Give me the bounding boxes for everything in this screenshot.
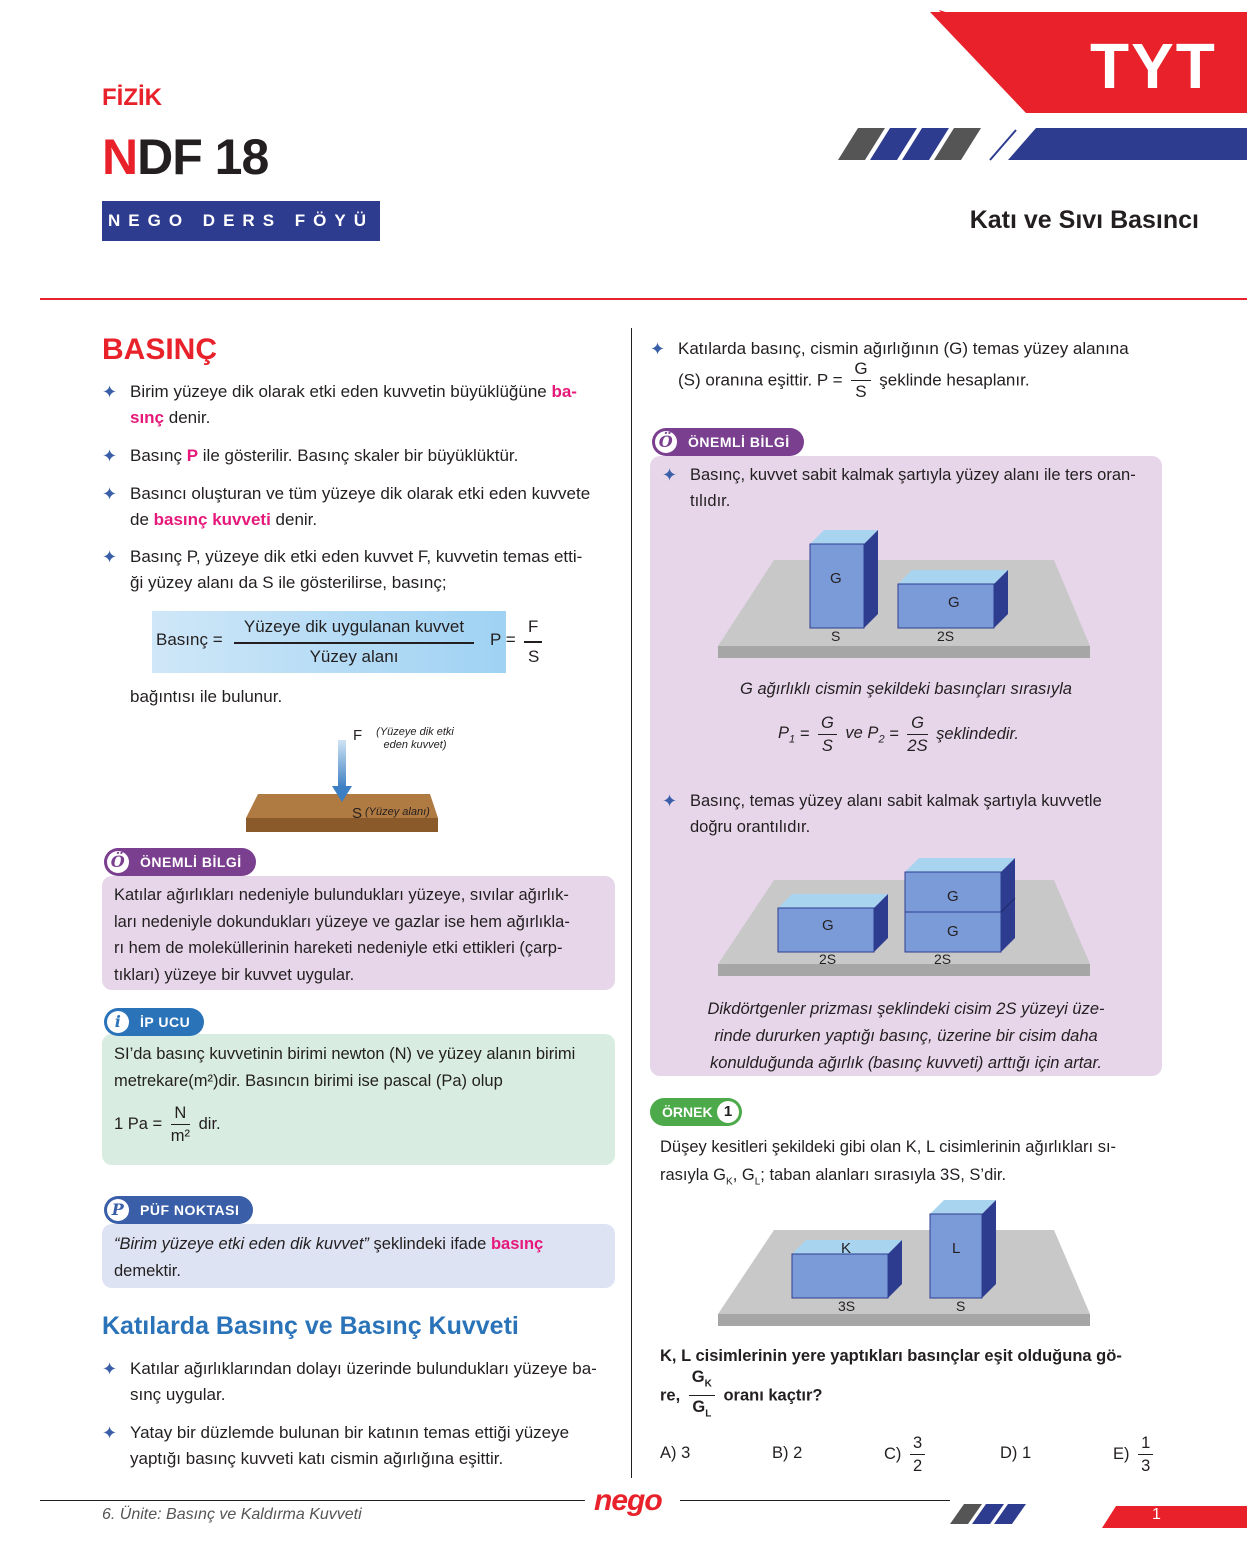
ve-p: ve P [845, 723, 879, 742]
bullet-pressure-force [102, 481, 645, 533]
subscript: 2 [878, 733, 885, 746]
subscript: 1 [789, 733, 796, 746]
figure-area-comparison [716, 526, 1092, 662]
header-divider [40, 298, 1247, 300]
fig1-pressures [778, 712, 1019, 757]
denominator: 2 [913, 1457, 923, 1475]
text: yaptığı basınç kuvveti katı cismin ağırlığına eşittir. [130, 1449, 504, 1468]
text: Basıncı oluşturan ve tüm yüzeye dik olarak etki eden kuvvete [130, 484, 591, 503]
g-over-2s-fraction [907, 712, 927, 757]
surface-label: S [352, 805, 363, 822]
bullet-icon: ✦ [662, 791, 678, 811]
numerator: G [907, 712, 927, 735]
block-k-front [792, 1254, 888, 1298]
code-first-letter: N [102, 129, 138, 185]
bullet-icon: ✦ [650, 339, 666, 359]
force-arrow-shaft [338, 740, 346, 788]
highlight: basınç kuvveti [153, 510, 271, 529]
numerator: N [171, 1102, 190, 1125]
note-line: eden kuvvet) [383, 739, 447, 751]
important-info-icon: Ö [107, 851, 129, 873]
footer-rule-left [40, 1500, 585, 1501]
text: şeklinde hesaplanır. [879, 370, 1030, 390]
equals: = [799, 725, 810, 743]
question-ratio [660, 1366, 823, 1426]
text: Birim yüzeye dik olarak etki eden kuvvetin büyüklüğüne [130, 382, 552, 401]
bullet-icon: ✦ [102, 547, 118, 567]
question-line: K, L cisimlerinin yere yaptıkları basınçlar eşit olduğuna gö- [660, 1347, 1122, 1365]
caption-line: Dikdörtgenler prizması şeklindeki cisim 2S yüzeyi üze- [707, 1000, 1105, 1018]
bullet-inverse-proportion [662, 462, 1186, 514]
highlight: ba- [551, 382, 577, 401]
section-heading-solids: Katılarda Basınç ve Basınç Kuvveti [102, 1312, 519, 1340]
text-line: ları nedeniyle dokundukları yüzeye ve gazlar ise hem ağırlıkla- [114, 912, 570, 931]
ground-top [718, 880, 1090, 964]
text: tılıdır. [690, 492, 731, 510]
option-b[interactable]: B) 2 [772, 1444, 803, 1462]
fig2-label-g-single: G [822, 917, 834, 934]
text: sınç uygular. [130, 1385, 226, 1404]
wide-block-top [898, 570, 1008, 584]
subscript: L [705, 1408, 712, 1420]
numerator [689, 1366, 715, 1396]
text: doğru orantılıdır. [690, 818, 811, 836]
document-code [102, 128, 268, 186]
text: ile gösterilir. Basınç skaler bir büyüklüktür. [198, 446, 519, 465]
info-icon: i [107, 1011, 129, 1033]
pressure-formula-box [152, 611, 506, 673]
fig2-label-2s-right: 2S [934, 951, 952, 967]
subscript: L [754, 1176, 761, 1188]
trick-icon: P [107, 1199, 129, 1221]
fig1-label-s: S [831, 628, 841, 644]
numerator: 1 [1138, 1432, 1153, 1455]
fig3-label-3s: 3S [838, 1298, 856, 1314]
tall-block-side [864, 530, 878, 628]
text: de [130, 510, 154, 529]
option-e-fraction [1138, 1432, 1153, 1477]
ground-top [718, 1230, 1090, 1314]
subscript: K [704, 1378, 712, 1390]
bullet-definition [102, 379, 645, 431]
important-info-text-left [114, 882, 610, 988]
gk-over-gl [689, 1366, 715, 1426]
formula-p: P = [490, 630, 516, 649]
text: Basınç P, yüzeye dik etki eden kuvvet F, kuvvetin temas etti- [130, 547, 583, 566]
bullet-solids-1 [102, 1356, 645, 1408]
text: , G [732, 1166, 755, 1184]
footer-rule-right [680, 1500, 950, 1501]
surface-note: (Yüzey alanı) [365, 806, 430, 818]
ground-front [718, 646, 1090, 658]
g-over-s [851, 358, 870, 403]
tag-label: ÖNEMLİ BİLGİ [140, 854, 242, 870]
force-label: F [353, 727, 363, 744]
equals: = [889, 725, 899, 743]
tail-text: şeklindedir. [936, 725, 1020, 743]
formula-note: bağıntısı ile bulunur. [130, 687, 283, 706]
tail-text: dir. [198, 1115, 221, 1133]
ground-front [718, 964, 1090, 976]
text: Katılarda basınç, cismin ağırlığının (G) temas yüzey alanına [678, 339, 1129, 358]
note-line: (Yüzeye dik etki [376, 726, 454, 738]
text: ği yüzey alanı da S ile gösterilirse, basınç; [130, 573, 447, 592]
p1 [778, 723, 796, 746]
text: re, [660, 1386, 681, 1405]
surface-front [246, 818, 438, 832]
formula-label: Basınç = [156, 630, 223, 649]
fig1-label-2s: 2S [937, 628, 955, 644]
subject-label: FİZİK [102, 84, 162, 111]
code-rest: DF 18 [137, 129, 269, 185]
tag-label: ÖRNEK [662, 1104, 713, 1120]
trick-text [114, 1231, 610, 1285]
caption-line: konulduğunda ağırlık (basınç kuvveti) arttığı için artar. [710, 1054, 1102, 1072]
figure-k-l-blocks [716, 1196, 1092, 1336]
p-symbol: P [778, 723, 790, 742]
footer-unit: 6. Ünite: Basınç ve Kaldırma Kuvveti [102, 1506, 362, 1523]
ground-front [718, 1314, 1090, 1326]
highlight: basınç [490, 1235, 544, 1253]
fig2-caption [650, 996, 1162, 1077]
fig2-label-g-upper: G [947, 888, 959, 905]
exam-label: TYT [1090, 30, 1217, 102]
tag-label: PÜF NOKTASI [140, 1202, 240, 1218]
question-text [660, 1344, 1160, 1368]
denominator: S [855, 382, 867, 401]
option-letter: C) [884, 1445, 902, 1463]
important-info-tag-right [652, 428, 804, 456]
example-tag [650, 1098, 742, 1126]
stack-top [905, 858, 1015, 872]
block-l-side [982, 1200, 996, 1298]
tag-label: ÖNEMLİ BİLGİ [688, 434, 790, 450]
text: ; taban alanları sırasıyla 3S, S’dir. [760, 1166, 1007, 1184]
fraction-bar [234, 642, 474, 644]
text: demektir. [114, 1262, 181, 1280]
bullet-symbol [102, 443, 645, 469]
important-info-icon: Ö [655, 431, 677, 453]
footer-stripes [950, 1494, 1247, 1530]
example-text [660, 1133, 1160, 1196]
option-c[interactable] [884, 1432, 929, 1477]
caption-line: rinde dururken yaptığı basınç, üzerine bir cisim daha [714, 1027, 1098, 1045]
pascal-formula [114, 1102, 221, 1147]
fig1-caption: G ağırlıklı cismin şekildeki basınçları sırasıyla [740, 680, 1072, 698]
text-line: Katılar ağırlıkları nedeniyle bulundukları yüzeye, sıvılar ağırlık- [114, 886, 569, 904]
formula-s: S [528, 647, 540, 666]
series-banner: NEGO DERS FÖYÜ [102, 201, 380, 241]
text-line: tıkları) yüzeye bir kuvvet uygular. [114, 965, 355, 984]
text-line: rı hem de moleküllerinin hareketi nedeniyle etki ettikleri (çarp- [114, 939, 563, 957]
bullet-icon: ✦ [102, 382, 118, 402]
fig2-label-2s-left: 2S [819, 951, 837, 967]
g-symbol: G [691, 1368, 705, 1386]
fig1-label-g-wide: G [948, 594, 960, 611]
example-number: 1 [717, 1101, 739, 1123]
quote: “Birim yüzeye etki eden dik kuvvet” [114, 1235, 369, 1253]
highlight: P [186, 446, 199, 465]
important-info-tag-left [104, 848, 256, 876]
denominator: S [821, 737, 833, 755]
bullet-icon: ✦ [102, 1423, 118, 1443]
blue-long-bar [1008, 128, 1247, 160]
text: oranı kaçtır? [723, 1386, 823, 1405]
pa-label: 1 Pa = [114, 1115, 163, 1133]
subscript: K [726, 1176, 733, 1188]
numerator: G [851, 358, 870, 381]
tip-text [114, 1041, 610, 1095]
text: Yatay bir düzlemde bulunan bir katının temas ettiği yüzeye [130, 1423, 570, 1442]
text: denir. [270, 510, 318, 529]
fig3-label-l: L [952, 1240, 961, 1257]
figure-weight-comparison [716, 852, 1092, 984]
text: şeklindeki ifade [368, 1235, 491, 1253]
nego-logo: nego [594, 1484, 662, 1517]
bullet-icon: ✦ [102, 1359, 118, 1379]
formula-f: F [528, 617, 539, 636]
option-letter: E) [1113, 1445, 1130, 1463]
page-number: 1 [1152, 1506, 1161, 1523]
force-note [370, 726, 460, 752]
pascal-fraction [171, 1102, 190, 1147]
topic-title: Katı ve Sıvı Basıncı [969, 206, 1199, 234]
single-block-top [778, 894, 888, 908]
bullet-icon: ✦ [102, 484, 118, 504]
numerator: 3 [910, 1432, 925, 1455]
option-d[interactable]: D) 1 [1000, 1444, 1032, 1462]
text: rasıyla G [660, 1166, 727, 1184]
fig2-label-g-lower: G [947, 923, 959, 940]
bullet-icon: ✦ [662, 465, 678, 485]
bullet-direct-proportion [662, 788, 1186, 840]
option-a[interactable]: A) 3 [660, 1444, 691, 1462]
trick-tag [104, 1196, 253, 1224]
text: Basınç, kuvvet sabit kalmak şartıyla yüzey alanı ile ters oran- [690, 466, 1136, 484]
formula-denominator: Yüzey alanı [309, 647, 399, 666]
text: (S) oranına eşittir. P = [678, 370, 843, 390]
formula-numerator: Yüzeye dik uygulanan kuvvet [243, 617, 465, 636]
text-line: SI’da basınç kuvvetinin birimi newton (N) ve yüzey alanın birimi [114, 1045, 576, 1063]
denominator [689, 1396, 715, 1425]
denominator: 2S [907, 737, 928, 755]
highlight: sınç [130, 408, 165, 427]
section-heading-basinc: BASINÇ [102, 333, 218, 366]
text-line: Düşey kesitleri şekildeki gibi olan K, L cisimlerinin ağırlıkları sı- [660, 1138, 1117, 1156]
bullet-formula-intro [102, 544, 645, 596]
text: Basınç [130, 446, 187, 465]
p2 [845, 723, 885, 746]
bullet-solids-2 [102, 1420, 645, 1472]
g-over-s-fraction [818, 712, 837, 757]
text: Basınç, temas yüzey alanı sabit kalmak şartıyla kuvvetle [690, 792, 1102, 810]
solid-pressure-formula [678, 358, 1030, 403]
denominator: m² [170, 1127, 191, 1145]
bullet-icon: ✦ [102, 446, 118, 466]
text: denir. [164, 408, 211, 427]
tag-label: İP UCU [140, 1014, 191, 1030]
g-symbol: G [692, 1398, 706, 1417]
option-e[interactable] [1113, 1432, 1157, 1477]
footer-red-bar [1102, 1506, 1247, 1528]
wide-block-front [898, 584, 994, 628]
tip-tag [104, 1008, 204, 1036]
fraction-bar [524, 641, 542, 643]
fig3-label-k: K [841, 1240, 852, 1257]
text: Katılar ağırlıklarından dolayı üzerinde bulundukları yüzeye ba- [130, 1359, 597, 1378]
text-line: metrekare(m²)dir. Basıncın birimi ise pascal (Pa) olup [114, 1072, 503, 1090]
denominator: 3 [1141, 1457, 1151, 1475]
fig1-label-g-tall: G [830, 570, 842, 587]
numerator: G [818, 712, 837, 735]
option-c-fraction [910, 1432, 925, 1477]
fig3-label-s: S [956, 1298, 966, 1314]
